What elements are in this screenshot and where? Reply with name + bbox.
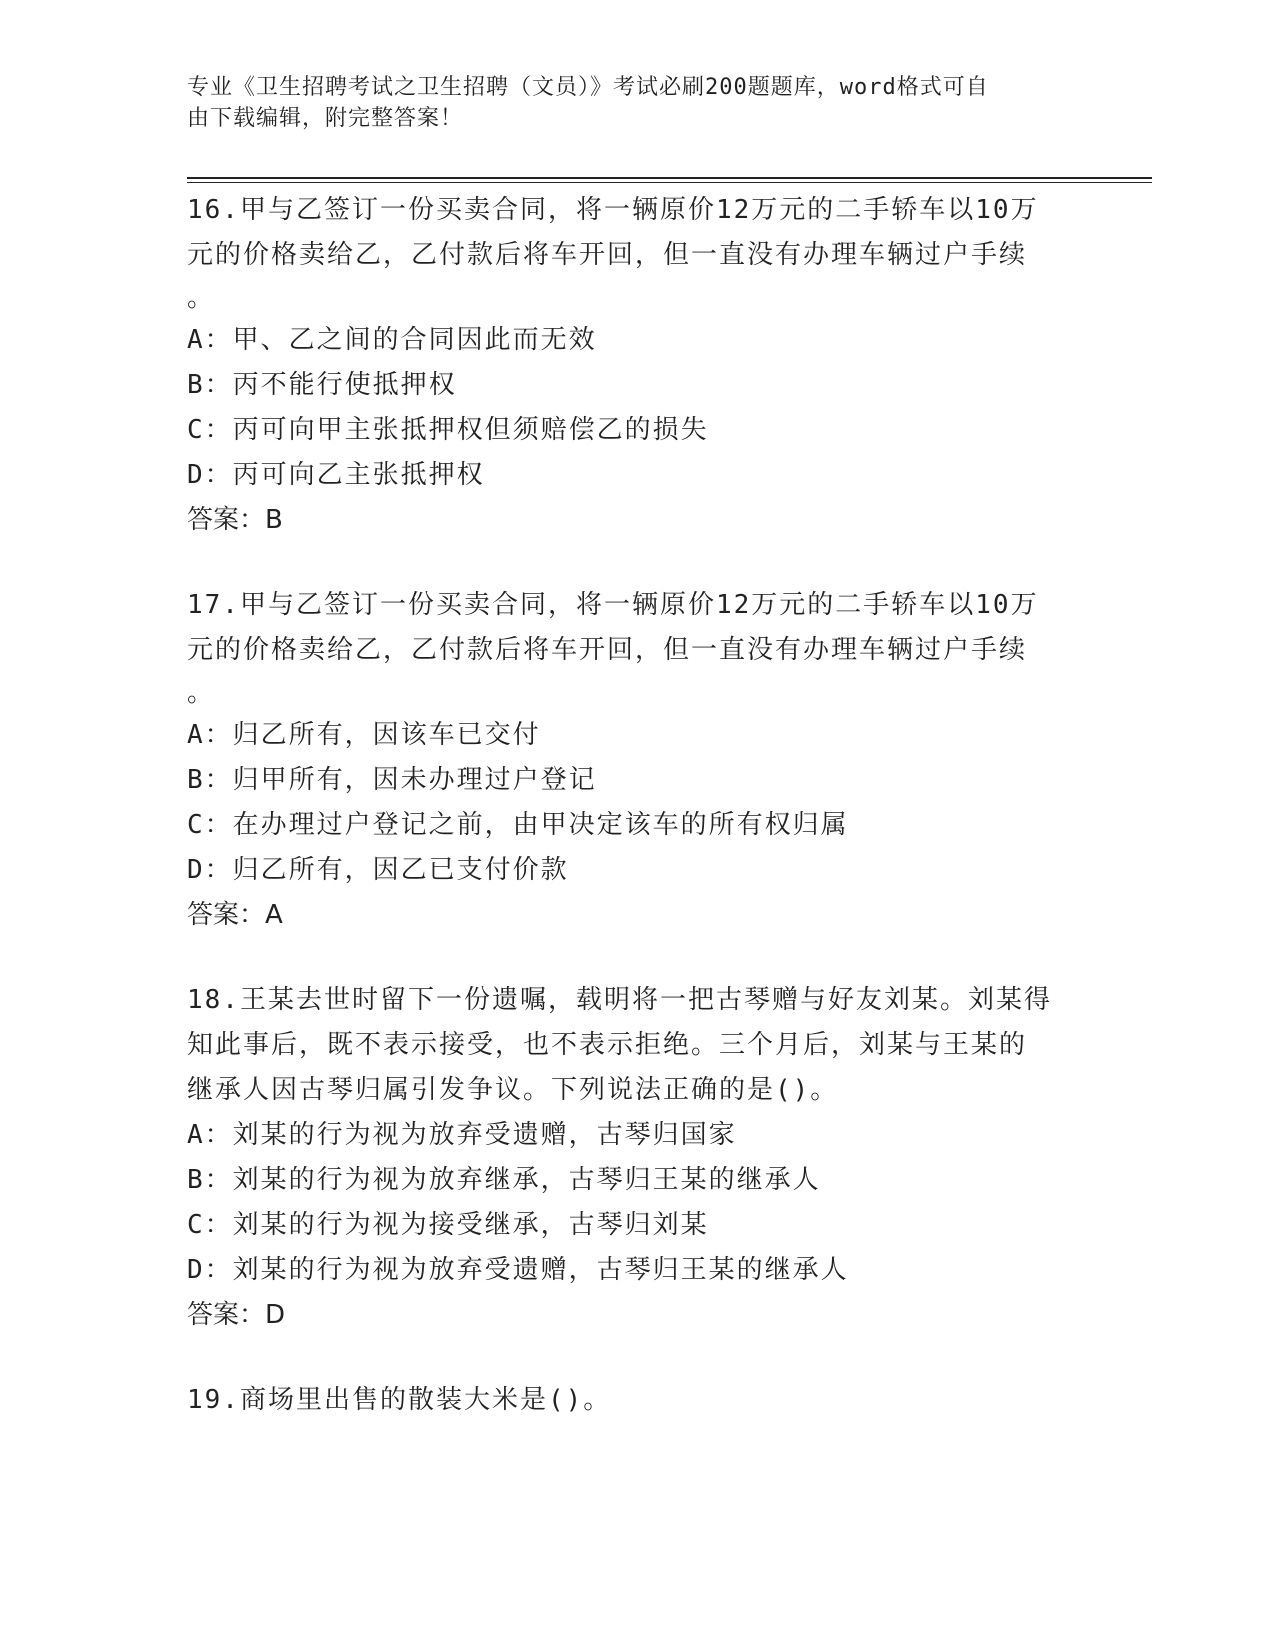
question-17: [187, 583, 1087, 938]
header-line-1: 专业《卫生招聘考试之卫生招聘（文员）》考试必刷200题题库，word格式可自: [187, 75, 989, 100]
question-stem: 17.甲与乙签订一份买卖合同，将一辆原价12万元的二手轿车以10万: [187, 590, 1039, 620]
document-header: [187, 72, 1067, 134]
option-a: A：刘某的行为视为放弃受遗赠，古琴归国家: [187, 1120, 737, 1150]
option-d: D：丙可向乙主张抵押权: [187, 460, 485, 490]
question-19: [187, 1378, 1087, 1423]
option-a: A：归乙所有，因该车已交付: [187, 720, 541, 750]
question-stem: 16.甲与乙签订一份买卖合同，将一辆原价12万元的二手轿车以10万: [187, 195, 1039, 225]
question-stem: 继承人因古琴归属引发争议。下列说法正确的是()。: [187, 1075, 839, 1105]
question-stem: 元的价格卖给乙，乙付款后将车开回，但一直没有办理车辆过户手续: [187, 240, 1028, 270]
option-b: B：丙不能行使抵押权: [187, 370, 457, 400]
option-c: C：刘某的行为视为接受继承，古琴归刘某: [187, 1210, 709, 1240]
question-list: [187, 188, 1087, 1463]
question-stem: 。: [187, 678, 214, 708]
option-c: C：在办理过户登记之前，由甲决定该车的所有权归属: [187, 810, 849, 840]
question-stem: 元的价格卖给乙，乙付款后将车开回，但一直没有办理车辆过户手续: [187, 635, 1028, 665]
header-divider-thin: [187, 182, 1152, 183]
answer-label: 答案：A: [187, 900, 283, 930]
option-d: D：归乙所有，因乙已支付价款: [187, 855, 569, 885]
option-d: D：刘某的行为视为放弃受遗赠，古琴归王某的继承人: [187, 1255, 849, 1285]
header-line-2: 由下载编辑，附完整答案！: [187, 106, 464, 131]
question-stem: 。: [187, 283, 214, 313]
option-b: B：归甲所有，因未办理过户登记: [187, 765, 597, 795]
question-16: [187, 188, 1087, 543]
question-stem: 18.王某去世时留下一份遗嘱，载明将一把古琴赠与好友刘某。刘某得: [187, 985, 1052, 1015]
question-stem: 19.商场里出售的散装大米是()。: [187, 1385, 612, 1415]
header-divider-thick: [187, 177, 1152, 179]
option-b: B：刘某的行为视为放弃继承，古琴归王某的继承人: [187, 1165, 821, 1195]
question-18: [187, 978, 1087, 1338]
question-stem: 知此事后，既不表示接受，也不表示拒绝。三个月后，刘某与王某的: [187, 1030, 1028, 1060]
option-a: A：甲、乙之间的合同因此而无效: [187, 325, 597, 355]
answer-label: 答案：B: [187, 505, 283, 535]
option-c: C：丙可向甲主张抵押权但须赔偿乙的损失: [187, 415, 709, 445]
answer-label: 答案：D: [187, 1300, 286, 1330]
